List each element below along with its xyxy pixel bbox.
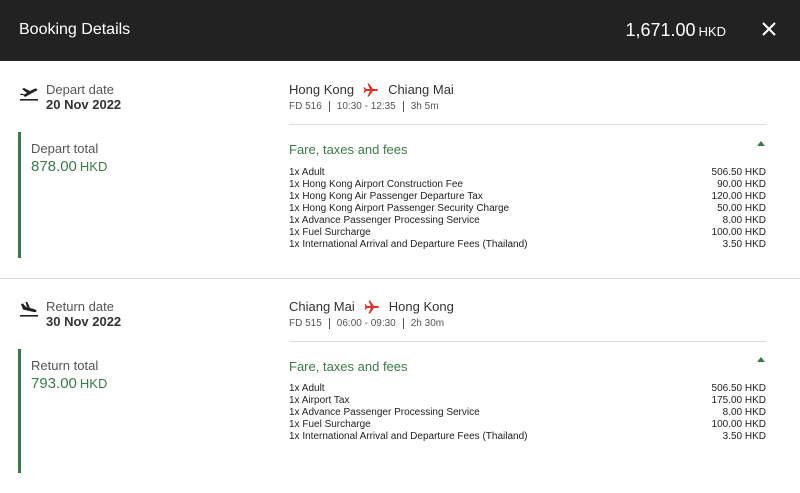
depart-flight-number: FD 516 — [289, 101, 322, 112]
collapse-caret-icon[interactable] — [757, 357, 765, 362]
fee-amount: 100.00 HKD — [711, 419, 766, 430]
return-date-label: Return date — [46, 299, 114, 314]
close-icon[interactable] — [758, 18, 780, 40]
fee-amount: 3.50 HKD — [722, 431, 766, 442]
depart-total-amount — [31, 158, 107, 175]
grand-total-currency: HKD — [698, 24, 726, 39]
depart-fee-list — [289, 167, 766, 251]
fee-label: 1x Advance Passenger Processing Service — [289, 215, 480, 226]
fee-label: 1x Adult — [289, 383, 325, 394]
depart-origin: Hong Kong — [289, 82, 355, 97]
return-flight-time: 06:00 - 09:30 — [336, 318, 396, 329]
fee-amount: 50.00 HKD — [717, 203, 766, 214]
return-total-currency: HKD — [79, 376, 108, 391]
fee-row — [289, 191, 766, 203]
return-section — [0, 279, 800, 493]
fee-row — [289, 215, 766, 227]
fee-row — [289, 239, 766, 251]
fee-label: 1x Hong Kong Airport Construction Fee — [289, 179, 463, 190]
fee-label: 1x Fuel Surcharge — [289, 227, 371, 238]
fee-amount: 8.00 HKD — [722, 215, 766, 226]
fee-amount: 175.00 HKD — [711, 395, 766, 406]
fee-amount: 90.00 HKD — [717, 179, 766, 190]
fee-row — [289, 227, 766, 239]
fee-row — [289, 203, 766, 215]
depart-total-label: Depart total — [31, 141, 99, 156]
fee-label: 1x Airport Tax — [289, 395, 350, 406]
grand-total-amount: 1,671.00 — [625, 20, 696, 40]
return-total-amount — [31, 375, 107, 392]
collapse-caret-icon[interactable] — [757, 141, 765, 146]
divider — [329, 318, 330, 329]
fee-label: 1x Fuel Surcharge — [289, 419, 371, 430]
return-route — [289, 299, 454, 314]
plane-icon — [364, 300, 380, 314]
fee-label: 1x International Arrival and Departure Fees (Thailand) — [289, 239, 528, 250]
modal-header — [0, 0, 800, 61]
takeoff-icon — [19, 85, 39, 101]
divider — [289, 124, 766, 125]
depart-fare-title[interactable]: Fare, taxes and fees — [289, 142, 408, 157]
return-fare-title[interactable]: Fare, taxes and fees — [289, 359, 408, 374]
fee-label: 1x Adult — [289, 167, 325, 178]
depart-section — [0, 61, 800, 278]
return-fee-list — [289, 383, 766, 443]
fee-amount: 506.50 HKD — [711, 167, 766, 178]
divider — [403, 101, 404, 112]
fee-amount: 100.00 HKD — [711, 227, 766, 238]
divider — [329, 101, 330, 112]
depart-date: 20 Nov 2022 — [46, 97, 122, 112]
return-origin: Chiang Mai — [289, 299, 355, 314]
fee-row — [289, 179, 766, 191]
return-total-box — [18, 349, 108, 473]
divider — [403, 318, 404, 329]
fee-row — [289, 383, 766, 395]
depart-total-currency: HKD — [79, 159, 108, 174]
fee-amount: 8.00 HKD — [722, 407, 766, 418]
fee-row — [289, 407, 766, 419]
fee-row — [289, 431, 766, 443]
fee-row — [289, 419, 766, 431]
return-flight-number: FD 515 — [289, 318, 322, 329]
fee-row — [289, 167, 766, 179]
plane-icon — [363, 83, 379, 97]
divider — [289, 341, 766, 342]
landing-icon — [19, 301, 39, 317]
fee-label: 1x Advance Passenger Processing Service — [289, 407, 480, 418]
depart-flight-duration: 3h 5m — [410, 101, 439, 112]
fee-label: 1x International Arrival and Departure Fees (Thailand) — [289, 431, 528, 442]
fee-label: 1x Hong Kong Air Passenger Departure Tax — [289, 191, 483, 202]
fee-label: 1x Hong Kong Airport Passenger Security Charge — [289, 203, 510, 214]
fee-amount: 506.50 HKD — [711, 383, 766, 394]
fee-row — [289, 395, 766, 407]
return-flight-meta — [289, 318, 444, 329]
return-date: 30 Nov 2022 — [46, 314, 122, 329]
depart-date-label: Depart date — [46, 82, 114, 97]
depart-total-value: 878.00 — [31, 158, 77, 175]
return-total-label: Return total — [31, 358, 99, 373]
return-total-value: 793.00 — [31, 375, 77, 392]
depart-flight-meta — [289, 101, 439, 112]
grand-total — [625, 20, 726, 41]
depart-total-box — [18, 132, 108, 258]
fee-amount: 120.00 HKD — [711, 191, 766, 202]
depart-destination: Chiang Mai — [388, 82, 454, 97]
depart-flight-time: 10:30 - 12:35 — [336, 101, 396, 112]
depart-route — [289, 82, 454, 97]
modal-title: Booking Details — [19, 21, 131, 38]
return-flight-duration: 2h 30m — [410, 318, 445, 329]
fee-amount: 3.50 HKD — [722, 239, 766, 250]
return-destination: Hong Kong — [388, 299, 454, 314]
